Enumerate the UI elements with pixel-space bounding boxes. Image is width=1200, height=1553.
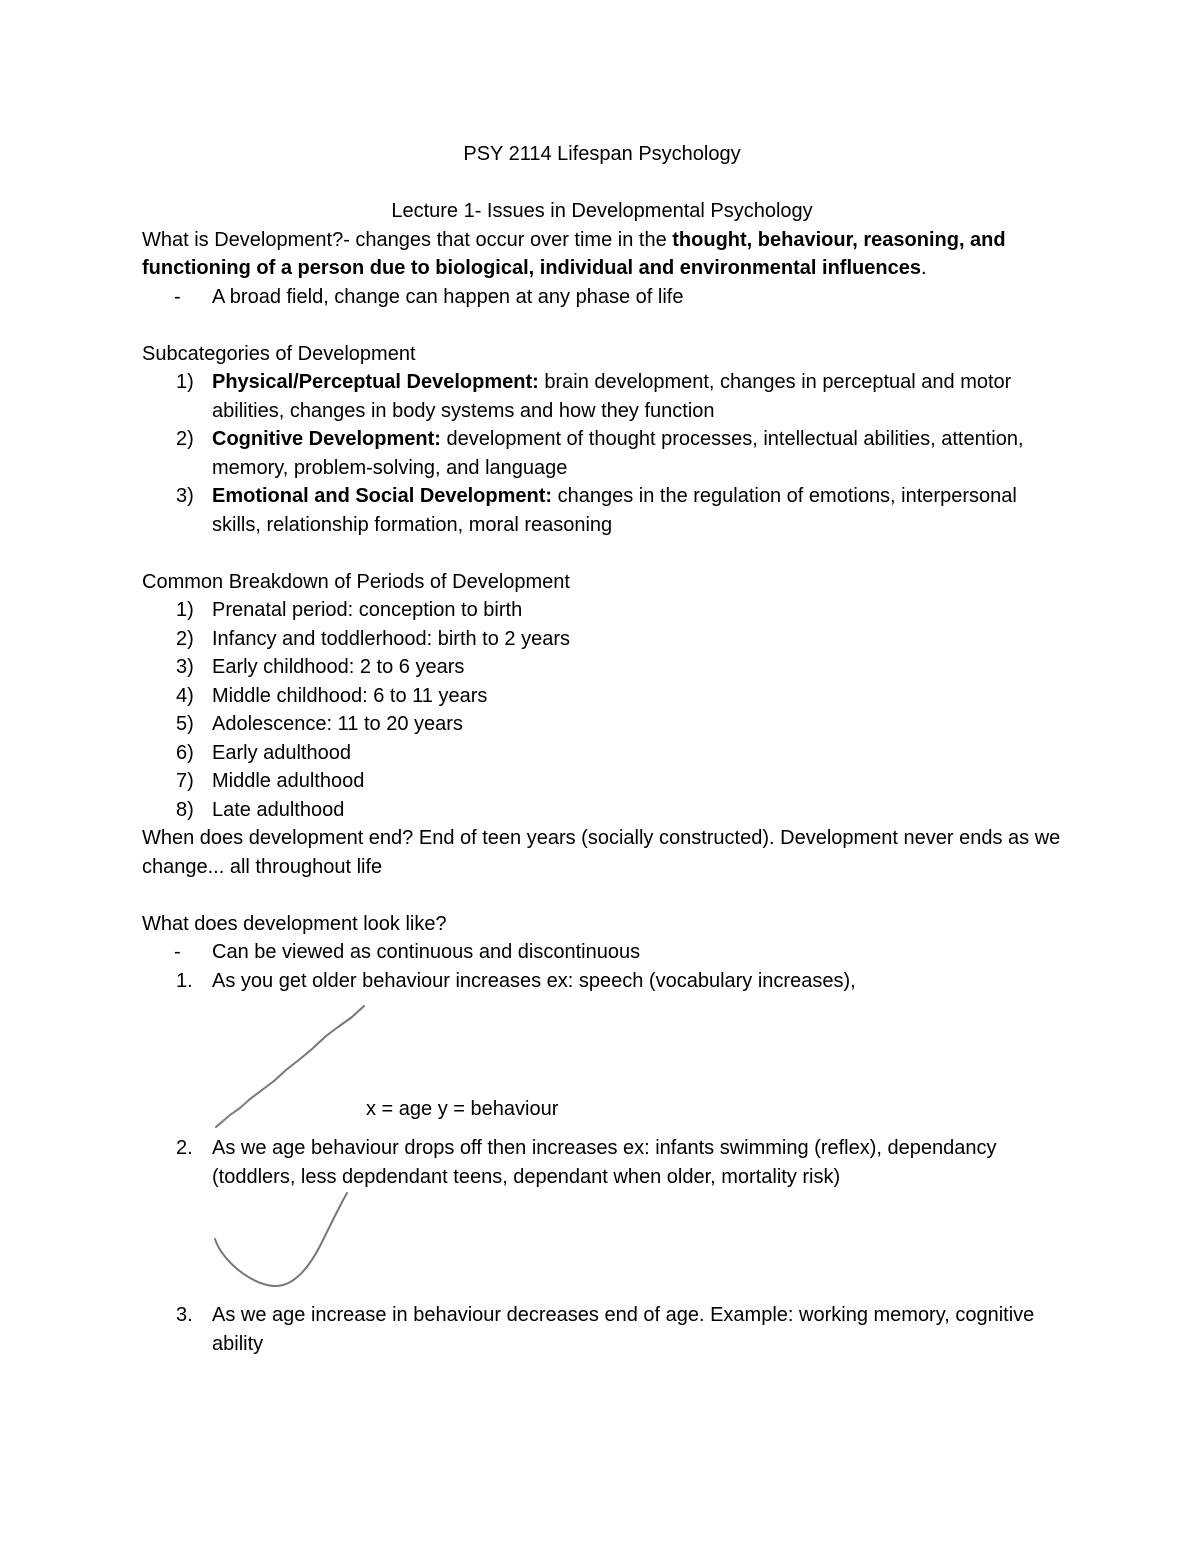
list-item — [142, 596, 1062, 625]
list-item — [142, 625, 1062, 654]
list-marker: 4) — [176, 684, 194, 707]
list-text: Infancy and toddlerhood: birth to 2 years — [212, 627, 571, 650]
list-text: Late adulthood — [212, 798, 345, 821]
definition-bold: thought, behaviour, reasoning, and functioning of a person due to biological, individual and environmental influences — [142, 228, 1006, 279]
list-text: Early adulthood — [212, 741, 351, 764]
list-text: As we age behaviour drops off then increases ex: infants swimming (reflex), dependancy (toddlers, less depdendant teens, dependant when older, mortality risk) — [212, 1137, 997, 1188]
list-item — [142, 710, 1062, 739]
list-text: Middle adulthood — [212, 770, 365, 792]
u-curve-sketch — [142, 1191, 442, 1301]
list-text: Early childhood: 2 to 6 years — [212, 656, 465, 678]
list-term: Cognitive Development: — [212, 428, 441, 450]
list-marker: 8) — [176, 798, 194, 821]
list-marker: 6) — [176, 741, 194, 764]
axis-caption: x = age y = behaviour — [366, 1098, 559, 1120]
u-curve-sketch-area — [142, 1191, 1062, 1301]
list-term: Emotional and Social Development: — [212, 485, 553, 507]
development-end-note: When does development end? End of teen years (socially constructed). Development never ends as we change... all throughout life — [142, 827, 1061, 878]
list-marker: 3) — [176, 656, 194, 678]
list-item — [142, 653, 1062, 682]
bullet-marker: - — [174, 285, 181, 308]
list-marker: 3. — [176, 1304, 193, 1326]
list-marker: 2) — [176, 627, 194, 650]
list-text: brain development, changes in perceptual and motor abilities, changes in body systems and how they function — [212, 371, 1012, 422]
list-text: As we age increase in behaviour decreases end of age. Example: working memory, cognitive ability — [212, 1304, 1035, 1355]
list-item — [142, 682, 1062, 711]
list-marker: 7) — [176, 770, 194, 792]
list-text: Prenatal period: conception to birth — [212, 599, 523, 621]
list-item — [142, 482, 1062, 539]
list-item — [142, 739, 1062, 768]
list-item — [142, 938, 1062, 967]
list-marker: 5) — [176, 713, 194, 735]
bullet-marker: - — [174, 941, 181, 963]
list-text: Can be viewed as continuous and discontinuous — [212, 941, 641, 963]
lecture-title: Lecture 1- Issues in Developmental Psychology — [391, 200, 813, 222]
list-text: changes in the regulation of emotions, interpersonal skills, relationship formation, moral reasoning — [212, 485, 1017, 536]
look-like-heading: What does development look like? — [142, 912, 447, 935]
list-item — [142, 425, 1062, 482]
continuous-sketch — [142, 995, 1062, 1134]
list-text: development of thought processes, intellectual abilities, attention, memory, problem-solving, and language — [212, 428, 1024, 479]
document-body — [142, 140, 1062, 1358]
list-marker: 2) — [176, 428, 194, 450]
document-title: PSY 2114 Lifespan Psychology — [463, 143, 741, 165]
list-item — [142, 368, 1062, 425]
list-item — [142, 767, 1062, 796]
list-marker: 1) — [176, 599, 194, 621]
definition-bullet — [142, 283, 1062, 312]
bullet-text: A broad field, change can happen at any phase of life — [212, 285, 684, 308]
definition-prefix: What is Development?- changes that occur over time in the — [142, 228, 673, 251]
list-item — [142, 967, 1062, 996]
list-text: As you get older behaviour increases ex: speech (vocabulary increases), — [212, 969, 856, 992]
list-term: Physical/Perceptual Development: — [212, 371, 539, 393]
definition-paragraph — [142, 226, 1062, 283]
list-item — [142, 1301, 1062, 1358]
periods-heading: Common Breakdown of Periods of Development — [142, 570, 570, 593]
list-item — [142, 796, 1062, 825]
list-item — [142, 1134, 1062, 1191]
list-text: Middle childhood: 6 to 11 years — [212, 684, 488, 707]
subcategories-heading: Subcategories of Development — [142, 342, 416, 365]
list-text: Adolescence: 11 to 20 years — [212, 713, 463, 735]
list-marker: 1. — [176, 969, 193, 992]
list-marker: 2. — [176, 1137, 193, 1159]
list-marker: 1) — [176, 371, 194, 393]
definition-suffix: . — [920, 257, 927, 279]
list-marker: 3) — [176, 485, 194, 507]
